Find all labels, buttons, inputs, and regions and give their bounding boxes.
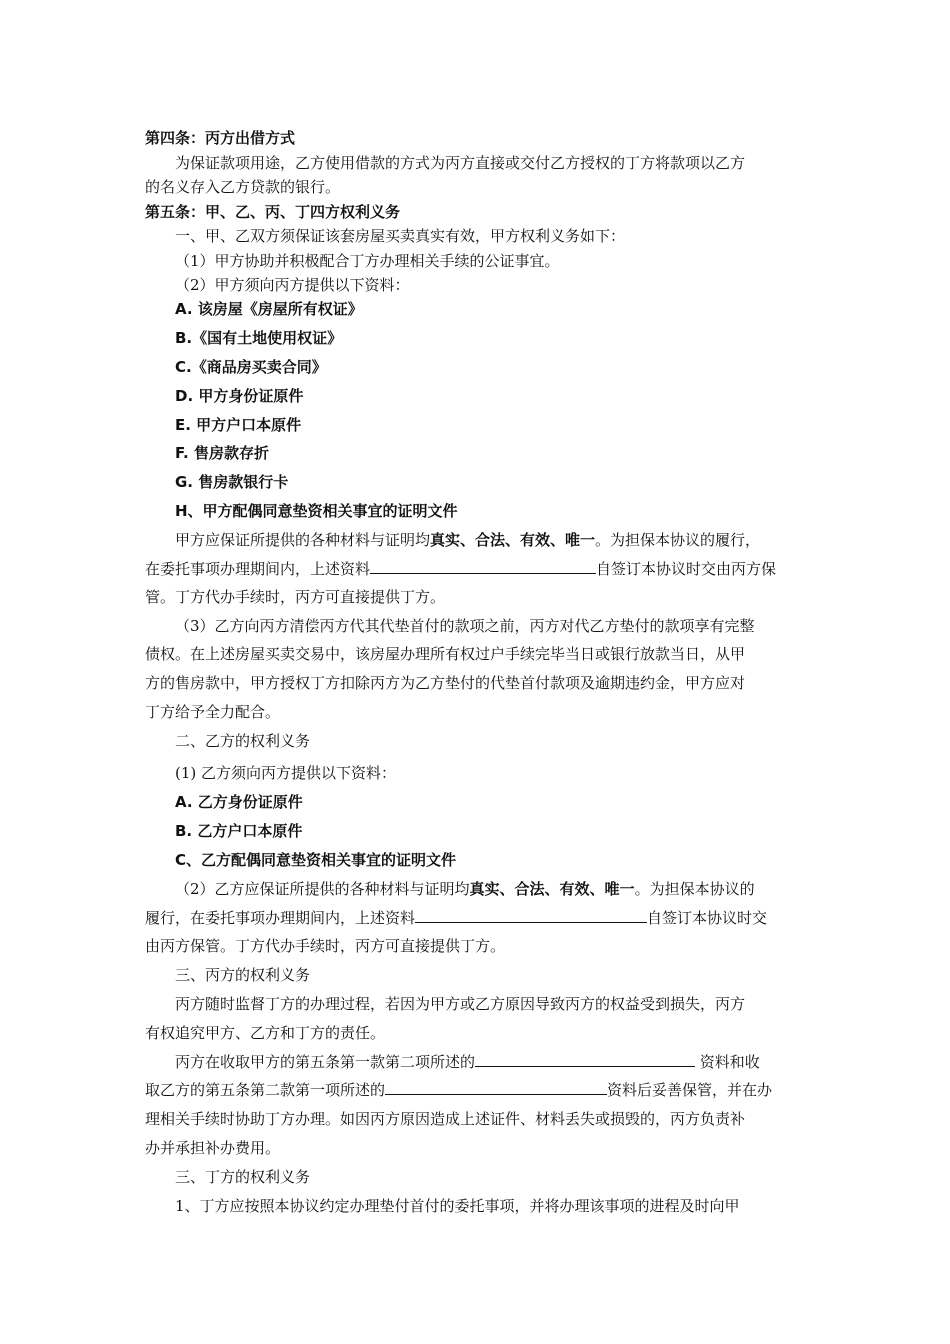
article-4-title: 第四条：丙方出借方式 (145, 129, 296, 147)
section-3-title: 三、丙方的权利义务 (175, 966, 311, 984)
doc-item: H、甲方配偶同意垫资相关事宜的证明文件 (175, 502, 458, 520)
paragraph-line (175, 1052, 760, 1072)
fill-blank[interactable] (475, 1052, 695, 1067)
doc-item: C、乙方配偶同意垫资相关事宜的证明文件 (175, 851, 457, 869)
doc-item: A. 该房屋《房屋所有权证》 (175, 300, 363, 318)
paragraph-line (175, 530, 760, 550)
fill-blank[interactable] (415, 908, 647, 923)
paragraph-line: 方的售房款中，甲方授权丁方扣除丙方为乙方垫付的代垫首付款项及逾期违约金，甲方应对 (145, 674, 746, 692)
section-4-title: 三、丁方的权利义务 (175, 1168, 311, 1186)
doc-item: E. 甲方户口本原件 (175, 416, 302, 434)
doc-item: F. 售房款存折 (175, 444, 269, 462)
paragraph-line: 为保证款项用途，乙方使用借款的方式为丙方直接或交付乙方授权的丁方将款项以乙方 (175, 154, 746, 172)
doc-item: D. 甲方身份证原件 (175, 387, 304, 405)
paragraph-line: （3）乙方向丙方清偿丙方代其代垫首付的款项之前，丙方对代乙方垫付的款项享有完整 (175, 617, 755, 635)
text: 自签订本协议时交 (647, 909, 768, 927)
text: 丙方在收取甲方的第五条第一款第二项所述的 (175, 1053, 476, 1071)
emphasis: 真实、合法、有效、唯一 (430, 531, 596, 549)
paragraph-line: 有权追究甲方、乙方和丁方的责任。 (145, 1024, 386, 1042)
list-item: (1) 乙方须向丙方提供以下资料： (175, 764, 397, 782)
article-5-title: 第五条：甲、乙、丙、丁四方权利义务 (145, 203, 401, 221)
list-item: （2）甲方须向丙方提供以下资料： (175, 276, 410, 294)
text: 资料和收 (695, 1053, 760, 1071)
text: 取乙方的第五条第二款第一项所述的 (145, 1081, 386, 1099)
text: 资料后妥善保管，并在办 (607, 1081, 773, 1099)
paragraph-line (145, 559, 776, 579)
list-item: （1）甲方协助并积极配合丁方办理相关手续的公证事宜。 (175, 252, 560, 270)
text: 自签订本协议时交由丙方保 (596, 560, 777, 578)
paragraph-line: 丙方随时监督丁方的办理过程，若因为甲方或乙方原因导致丙方的权益受到损失，丙方 (175, 995, 746, 1013)
doc-item: B.《国有土地使用权证》 (175, 329, 343, 347)
section-2-title: 二、乙方的权利义务 (175, 732, 311, 750)
text: 履行，在委托事项办理期间内，上述资料 (145, 909, 416, 927)
paragraph-line: 的名义存入乙方贷款的银行。 (145, 178, 341, 196)
text: 。为担保本协议的 (634, 880, 755, 898)
fill-blank[interactable] (370, 559, 596, 574)
text: 甲方应保证所提供的各种材料与证明均 (175, 531, 431, 549)
paragraph-line: 由丙方保管。丁方代办手续时，丙方可直接提供丁方。 (145, 937, 506, 955)
doc-item: B. 乙方户口本原件 (175, 822, 303, 840)
paragraph-line: 办并承担补办费用。 (145, 1139, 281, 1157)
text: 。为担保本协议的履行， (595, 531, 761, 549)
doc-item: G. 售房款银行卡 (175, 473, 289, 491)
text: （2）乙方应保证所提供的各种材料与证明均 (175, 880, 470, 898)
paragraph-line: 丁方给予全力配合。 (145, 703, 281, 721)
paragraph-line: 理相关手续时协助丁方办理。如因丙方原因造成上述证件、材料丢失或损毁的，丙方负责补 (145, 1110, 746, 1128)
text: 在委托事项办理期间内，上述资料 (145, 560, 371, 578)
paragraph-line (145, 908, 767, 928)
paragraph-line (175, 879, 755, 899)
paragraph-line (145, 1080, 772, 1100)
section-1-title: 一、甲、乙双方须保证该套房屋买卖真实有效，甲方权利义务如下： (175, 227, 626, 245)
paragraph-line: 债权。在上述房屋买卖交易中，该房屋办理所有权过户手续完毕当日或银行放款当日，从甲 (145, 645, 746, 663)
fill-blank[interactable] (385, 1080, 607, 1095)
paragraph-line: 1、丁方应按照本协议约定办理垫付首付的委托事项，并将办理该事项的进程及时向甲 (175, 1197, 740, 1215)
paragraph-line: 管。丁方代办手续时，丙方可直接提供丁方。 (145, 588, 446, 606)
doc-item: A. 乙方身份证原件 (175, 793, 303, 811)
emphasis: 真实、合法、有效、唯一 (469, 880, 635, 898)
doc-item: C.《商品房买卖合同》 (175, 358, 327, 376)
